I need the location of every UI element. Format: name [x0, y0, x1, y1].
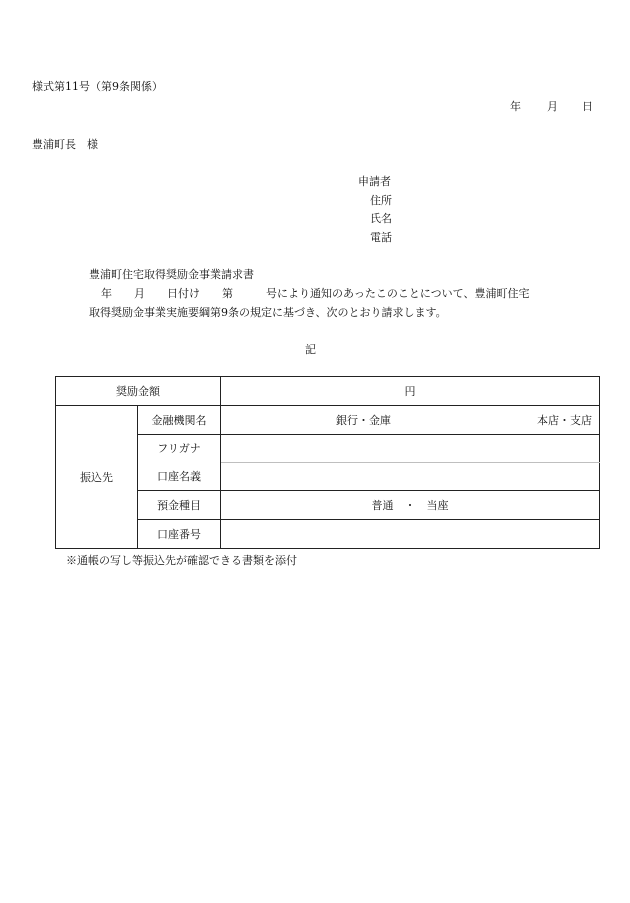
- furigana-field[interactable]: [221, 435, 600, 463]
- account-name-row: [56, 463, 600, 491]
- attachment-note: ※通帳の写し等振込先が確認できる書類を添付: [66, 554, 297, 567]
- account-name-label: 口座名義: [138, 463, 221, 491]
- deposit-type-label: 預金種目: [138, 491, 221, 520]
- applicant-phone-label: 電話: [370, 231, 392, 244]
- branch-type-options: 本店・支店: [537, 413, 592, 427]
- bank-type-options: 銀行・金庫: [336, 413, 391, 427]
- amount-field[interactable]: [221, 377, 600, 406]
- amount-row: [56, 377, 600, 406]
- deposit-type-field[interactable]: 普通 ・ 当座: [221, 491, 600, 520]
- amount-label: 奨励金額: [56, 377, 221, 406]
- body-line-1: 年 月 日付け 第 号により通知のあったこのことについて、豊浦町住宅: [101, 287, 530, 300]
- furigana-row: [56, 435, 600, 463]
- document-title: 豊浦町住宅取得奨励金事業請求書: [89, 268, 254, 281]
- account-number-row: [56, 520, 600, 549]
- amount-unit: 円: [404, 384, 416, 398]
- addressee: 豊浦町長 様: [32, 138, 98, 151]
- transfer-label: 振込先: [56, 406, 138, 549]
- bank-row: [56, 406, 600, 435]
- bank-label: 金融機関名: [138, 406, 221, 435]
- date-month-label: 月: [547, 100, 558, 113]
- body-line-2: 取得奨励金事業実施要綱第9条の規定に基づき、次のとおり請求します。: [89, 306, 447, 319]
- furigana-label: フリガナ: [138, 435, 221, 463]
- account-name-field[interactable]: [221, 463, 600, 491]
- account-number-field[interactable]: [221, 520, 600, 549]
- deposit-type-row: [56, 491, 600, 520]
- date-year-label: 年: [510, 100, 521, 113]
- date-day-label: 日: [582, 100, 593, 113]
- form-number: 様式第11号（第9条関係）: [32, 80, 163, 93]
- applicant-name-label: 氏名: [370, 212, 392, 225]
- account-number-label: 口座番号: [138, 520, 221, 549]
- applicant-label: 申請者: [358, 175, 391, 188]
- ki-heading: 記: [305, 343, 316, 356]
- applicant-address-label: 住所: [370, 194, 392, 207]
- bank-field[interactable]: [221, 406, 600, 435]
- request-table: [55, 376, 600, 549]
